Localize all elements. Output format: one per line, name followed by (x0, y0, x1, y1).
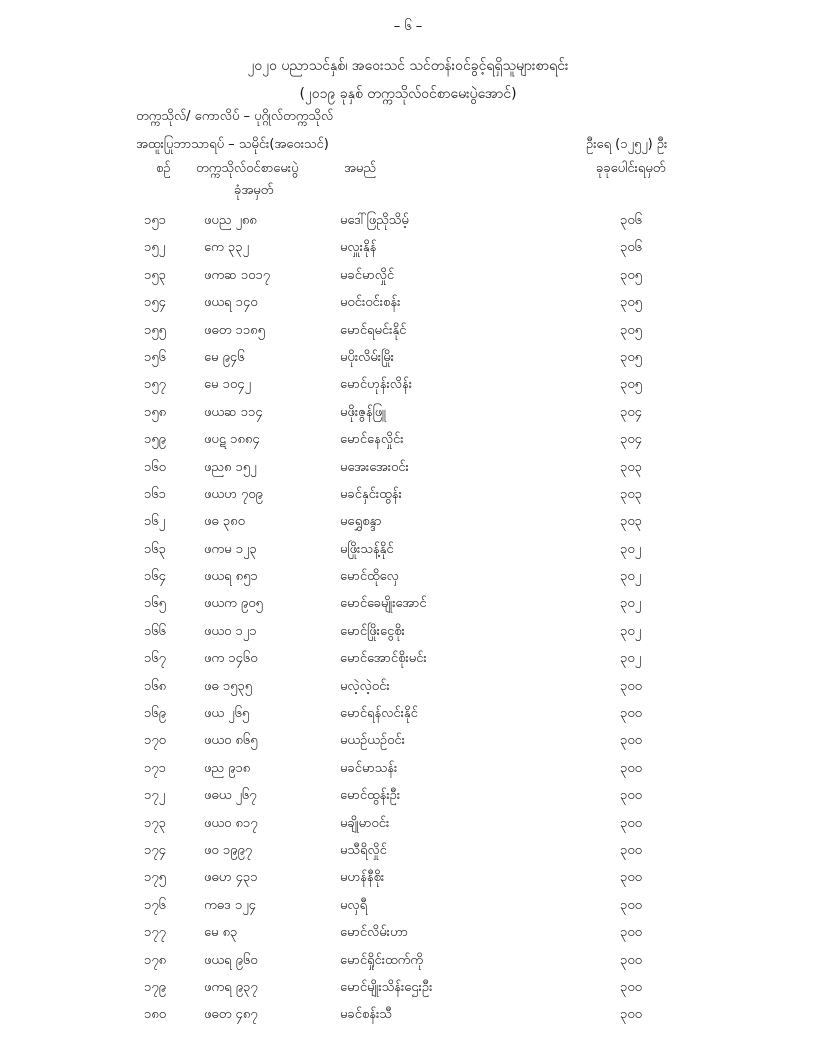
table-row (0, 865, 816, 892)
row-exam-roll: ဖယဆ ၁၁၄ (204, 404, 263, 420)
table-row (0, 591, 816, 618)
row-name: မလှူးနိုန် (340, 240, 377, 256)
row-exam-roll: ဖယ ၂၆၅ (204, 706, 250, 722)
row-serial: ၁၇၉ (144, 979, 166, 995)
row-total-marks: ၃၀၂ (620, 623, 642, 639)
row-name: မောင်ရန်လင်းနိုင် (340, 706, 418, 722)
row-serial: ၁၆၅ (144, 596, 166, 612)
row-total-marks: ၃၀၂ (620, 596, 642, 612)
table-row (0, 345, 816, 372)
row-name: မခင်မာလှိုင် (340, 267, 395, 283)
table-row (0, 537, 816, 564)
column-header-exam-roll-line-2: ခုံအမှတ် (234, 183, 274, 198)
student-count: ဦးရေ (၁၂၅၂) ဦး (586, 137, 668, 152)
row-total-marks: ၃၀၀ (620, 733, 642, 749)
row-exam-roll: ဖဓ ၁၅၃၅ (204, 678, 253, 694)
row-serial: ၁၇၁ (144, 760, 166, 776)
row-serial: ၁၆၂ (144, 514, 166, 530)
row-serial: ၁၆၁ (144, 486, 166, 502)
row-name: မောင်မျိုးသိန်းဌေးဦး (340, 979, 433, 995)
table-row (0, 1002, 816, 1029)
row-total-marks: ၃၀၀ (620, 1007, 642, 1023)
row-exam-roll: ဖယက ၉၀၅ (204, 596, 263, 612)
row-serial: ၁၇၆ (144, 897, 166, 913)
row-name: မလဲ့လဲ့ဝင်း (340, 678, 390, 694)
column-header-serial: စဉ် (156, 161, 171, 176)
row-name: မောင်နေလှိုင်း (340, 432, 404, 448)
table-row (0, 427, 816, 454)
table-row (0, 208, 816, 235)
row-total-marks: ၃၀၀ (620, 842, 642, 858)
row-exam-roll: မေ ၈၃ (204, 925, 238, 941)
row-total-marks: ၃၀၀ (620, 897, 642, 913)
row-name: မဖြိုးသန့်နိုင် (340, 541, 394, 557)
row-exam-roll: ဖယ၀ ၈၆၅ (204, 733, 258, 749)
row-serial: ၁၅၇ (144, 377, 166, 393)
row-exam-roll: ဖဓ ၃၈၀ (204, 514, 245, 530)
row-total-marks: ၃၀၅ (620, 377, 642, 393)
column-header-exam-roll: တက္ကသိုလ်ဝင်စာမေးပွဲ (196, 161, 299, 176)
row-name: မသီရိလှိုင် (340, 842, 387, 858)
row-exam-roll: ဖဝ ၁၉၉၇ (204, 842, 253, 858)
table-row (0, 646, 816, 673)
row-name: မခင်စန်းသီ (340, 1007, 392, 1023)
table-row (0, 455, 816, 482)
row-exam-roll: ဖပဋ ၁၈၈၄ (204, 432, 260, 448)
row-name: မဟန်နီစိုး (340, 870, 385, 886)
row-name: မောင်ဖြိုးငွေစိုး (340, 623, 405, 639)
column-header-name: အမည် (344, 161, 376, 176)
row-exam-roll: ကဓဒ ၁၂၄ (204, 897, 256, 913)
row-exam-roll: ဖယ၀ ၁၂၁ (204, 623, 257, 639)
row-exam-roll: ဖက ၁၄၆၀ (204, 651, 258, 667)
column-header-total-marks: ခုခုပေါင်းရမှတ် (596, 161, 666, 176)
row-exam-roll: ဖဓယ ၂၆၇ (204, 788, 257, 804)
row-total-marks: ၃၀၆ (620, 213, 642, 228)
row-serial: ၁၅၉ (144, 432, 166, 448)
row-serial: ၁၅၆ (144, 349, 166, 365)
row-serial: ၁၆၉ (144, 706, 166, 722)
row-serial: ၁၅၅ (144, 322, 166, 338)
row-name: မဝင်းဝင်းစန်း (340, 295, 401, 311)
row-exam-roll: ဖယဟ ၇၀၉ (204, 486, 263, 502)
document-title: ၂၀၂၀ ပညာသင်နှစ်၊ အဝေးသင် သင်တန်းဝင်ခွင့်ရရှိသူများစာရင်း (247, 58, 569, 74)
row-exam-roll: ဖကရ ၉၃၇ (204, 979, 258, 995)
row-serial: ၁၇၂ (144, 788, 166, 804)
row-serial: ၁၇၇ (144, 925, 166, 941)
row-serial: ၁၇၅ (144, 870, 166, 886)
row-exam-roll: မေ ၉၄၆ (204, 349, 245, 365)
table-row (0, 372, 816, 399)
row-serial: ၁၆၀ (144, 459, 166, 475)
row-total-marks: ၃၀၃ (620, 514, 642, 530)
row-total-marks: ၃၀၀ (620, 815, 642, 831)
row-name: မောင်လိမ်းဟာ (340, 925, 409, 941)
row-serial: ၁၆၇ (144, 651, 166, 667)
row-name: မောင်ဟုန်းလိန်း (340, 377, 413, 393)
row-exam-roll: ဖယရ ၁၄၀ (204, 295, 258, 311)
table-row (0, 783, 816, 810)
row-serial: ၁၆၄ (144, 569, 166, 585)
row-name: မချိုမာဝင်း (340, 815, 390, 831)
row-exam-roll: ဖဓတ ၄၈၇ (204, 1007, 258, 1023)
major-subject-line: အထူးပြုဘာသာရပ် – သမိုင်း(အဝေးသင်) (136, 137, 329, 152)
row-name: မောင်ခေမျိုးအောင် (340, 596, 427, 612)
row-serial: ၁၇၈ (144, 952, 167, 968)
row-serial: ၁၅၂ (144, 240, 166, 256)
row-serial: ၁၆၈ (144, 678, 167, 694)
row-total-marks: ၃၀၃ (620, 486, 642, 502)
table-row (0, 920, 816, 947)
row-name: မခင်မာသန်း (340, 760, 398, 776)
row-serial: ၁၅၈ (144, 404, 167, 420)
row-name: မောင်ရှိုင်းထက်ကို (340, 952, 424, 968)
row-name: မဒေါ်ဖြညိုသိမ့် (340, 213, 409, 228)
table-row (0, 948, 816, 975)
row-exam-roll: ဖယရ ၉၆၀ (204, 952, 258, 968)
row-total-marks: ၃၀၀ (620, 870, 642, 886)
table-row (0, 509, 816, 536)
row-exam-roll: မေ ၁၀၄၂ (204, 377, 251, 393)
row-name: မခင်နှင်းထွန်း (340, 486, 402, 502)
table-row (0, 975, 816, 1002)
row-serial: ၁၇၀ (144, 733, 166, 749)
row-serial: ၁၅၁ (144, 213, 166, 228)
row-total-marks: ၃၀၅ (620, 322, 642, 338)
row-serial: ၁၇၄ (144, 842, 166, 858)
row-exam-roll: ဖကမ ၁၂၃ (204, 541, 257, 557)
row-total-marks: ၃၀၂ (620, 569, 642, 585)
row-name: မောင်အောင်စိုးမင်း (340, 651, 427, 667)
row-exam-roll: ဖည ၉၁၈ (204, 760, 251, 776)
row-name: မဖိုးဇွန်ဖြူ (340, 404, 386, 420)
document-subtitle: (၂၀၁၉ ခုနှစ် တက္ကသိုလ်ဝင်စာမေးပွဲအောင်) (299, 86, 517, 102)
row-total-marks: ၃၀၀ (620, 760, 642, 776)
row-exam-roll: ကေ ၃၃၂ (204, 240, 249, 256)
table-row (0, 674, 816, 701)
row-exam-roll: ဖပည ၂၈၈ (204, 213, 257, 228)
table-row (0, 893, 816, 920)
university-line: တက္ကသိုလ်/ ကောလိပ် – ပုဂ္ဂိုလ်တက္ကသိုလ် (136, 109, 334, 124)
row-name: မအေးအေးဝင်း (340, 459, 409, 475)
row-total-marks: ၃၀၂ (620, 651, 642, 667)
row-total-marks: ၃၀၅ (620, 295, 642, 311)
table-row (0, 564, 816, 591)
row-exam-roll: ဖယရ ၈၅၁ (204, 569, 258, 585)
table-row (0, 318, 816, 345)
table-row (0, 756, 816, 783)
table-row (0, 728, 816, 755)
row-total-marks: ၃၀၀ (620, 952, 642, 968)
row-total-marks: ၃၀၆ (620, 240, 642, 256)
table-row (0, 263, 816, 290)
row-exam-roll: ဖဓဟ ၄၃၁ (204, 870, 258, 886)
row-serial: ၁၅၄ (144, 295, 166, 311)
row-name: မောင်ရမင်းနိုင် (340, 322, 407, 338)
table-row (0, 482, 816, 509)
row-serial: ၁၆၃ (144, 541, 166, 557)
row-total-marks: ၃၀၅ (620, 349, 642, 365)
row-serial: ၁၅၃ (144, 267, 166, 283)
row-exam-roll: ဖည၈ ၁၅၂ (204, 459, 257, 475)
row-name: မောင်ထိုလှေ (340, 569, 399, 585)
row-serial: ၁၇၃ (144, 815, 166, 831)
row-total-marks: ၃၀၄ (620, 404, 642, 420)
table-row (0, 235, 816, 262)
page-number: – ၆ – (393, 19, 423, 34)
row-exam-roll: ဖဓတ ၁၁၈၅ (204, 322, 265, 338)
row-total-marks: ၃၀၀ (620, 979, 642, 995)
row-exam-roll: ဖယ၀ ၈၁၇ (204, 815, 258, 831)
row-total-marks: ၃၀၃ (620, 459, 642, 475)
student-list (0, 208, 816, 1030)
row-total-marks: ၃၀၀ (620, 678, 642, 694)
row-total-marks: ၃၀၀ (620, 925, 642, 941)
row-total-marks: ၃၀၀ (620, 706, 642, 722)
row-exam-roll: ဖကဆ ၁၀၁၇ (204, 267, 271, 283)
row-name: မလှရီ (340, 897, 368, 913)
row-serial: ၁၈၀ (144, 1007, 167, 1023)
row-total-marks: ၃၀၂ (620, 541, 642, 557)
table-row (0, 838, 816, 865)
table-row (0, 400, 816, 427)
table-row (0, 701, 816, 728)
row-name: မယဉ်ယဉ်ဝင်း (340, 733, 405, 749)
row-total-marks: ၃၀၄ (620, 432, 642, 448)
row-name: မရွှေစန္ဒာ (340, 514, 382, 530)
row-serial: ၁၆၆ (144, 623, 166, 639)
row-name: မပိုးလိမ်းမြိုး (340, 349, 394, 365)
table-row (0, 290, 816, 317)
row-total-marks: ၃၀၅ (620, 267, 642, 283)
table-row (0, 811, 816, 838)
row-name: မောင်ထွန်းဦး (340, 788, 401, 804)
table-row (0, 619, 816, 646)
row-total-marks: ၃၀၀ (620, 788, 642, 804)
